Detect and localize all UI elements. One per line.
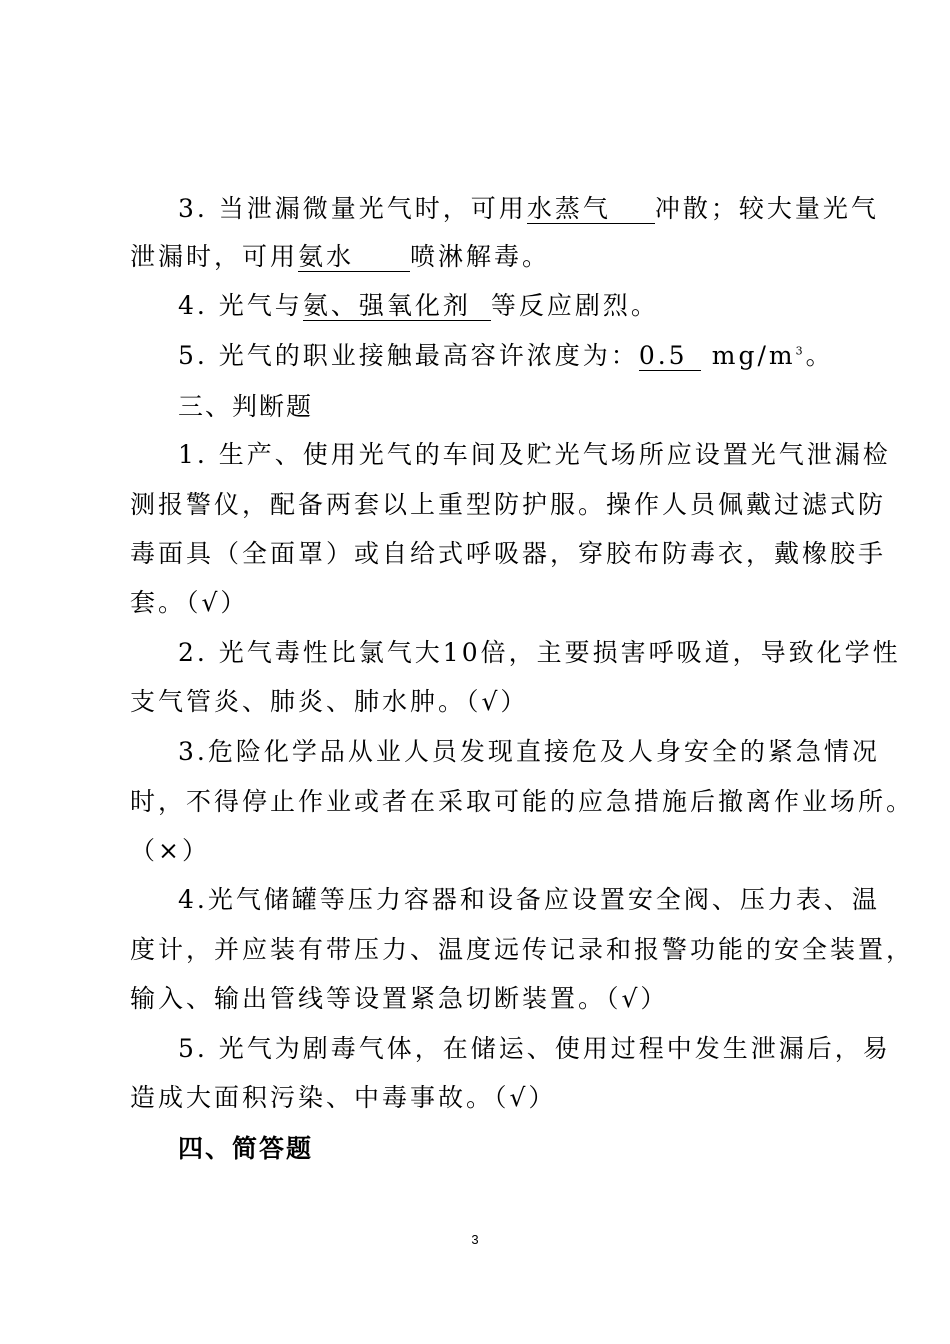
- judge-item-5-line2: 造成大面积污染、中毒事故。（√）: [130, 1083, 557, 1112]
- q4-blank-answer: 氨、强氧化剂: [303, 292, 491, 321]
- fill-blank-q3-line1: [178, 194, 879, 224]
- q4-prefix: 4. 光气与: [178, 291, 303, 320]
- judge-item-1-line3: 毒面具（全面罩）或自给式呼吸器，穿胶布防毒衣，戴橡胶手: [130, 539, 887, 568]
- q3-blank-answer-2: 氨水: [298, 243, 410, 272]
- q5-suffix: 。: [805, 341, 834, 370]
- section-heading-judge: 三、判断题: [178, 392, 314, 421]
- page-number: 3: [471, 1232, 479, 1247]
- judge-item-2-line1: 2. 光气毒性比氯气大10倍，主要损害呼吸道，导致化学性: [178, 638, 901, 667]
- q4-suffix: 等反应剧烈。: [490, 291, 659, 320]
- judge-item-4-line3: 输入、输出管线等设置紧急切断装置。（√）: [130, 984, 669, 1013]
- judge-item-1-line2: 测报警仪，配备两套以上重型防护服。操作人员佩戴过滤式防: [130, 490, 887, 519]
- judge-item-4-line1: 4.光气储罐等压力容器和设备应设置安全阀、压力表、温: [178, 885, 880, 914]
- q5-unit: $mg/m^3$: [711, 341, 806, 370]
- judge-item-2-line2: 支气管炎、肺炎、肺水肿。（√）: [130, 687, 529, 716]
- q5-prefix: 5. 光气的职业接触最高容许浓度为：: [178, 341, 639, 370]
- judge-item-3-line2: 时，不得停止作业或者在采取可能的应急措施后撤离作业场所。: [130, 787, 915, 816]
- fill-blank-q5: [178, 341, 834, 371]
- fill-blank-q4: [178, 291, 659, 321]
- judge-item-5-line1: 5. 光气为剧毒气体，在储运、使用过程中发生泄漏后，易: [178, 1034, 891, 1063]
- judge-item-4-line2: 度计，并应装有带压力、温度远传记录和报警功能的安全装置，: [130, 935, 915, 964]
- judge-item-3-line1: 3.危险化学品从业人员发现直接危及人身安全的紧急情况: [178, 737, 880, 766]
- q3-blank-answer-1: 水蒸气: [527, 195, 655, 224]
- q3-mid: 冲散；较大量光气: [654, 194, 879, 223]
- judge-item-1-line1: 1. 生产、使用光气的车间及贮光气场所应设置光气泄漏检: [178, 440, 891, 469]
- q3-prefix: 3. 当泄漏微量光气时，可用: [178, 194, 527, 223]
- q3-suffix: 喷淋解毒。: [410, 242, 551, 271]
- judge-item-1-line4: 套。（√）: [130, 588, 249, 617]
- q5-blank-answer: 0.5: [639, 342, 701, 371]
- q3-line2-prefix: 泄漏时，可用: [130, 242, 299, 271]
- judge-item-3-line3: （×）: [130, 836, 210, 865]
- fill-blank-q3-line2: [130, 242, 550, 272]
- section-heading-short-answer: 四、简答题: [178, 1134, 314, 1163]
